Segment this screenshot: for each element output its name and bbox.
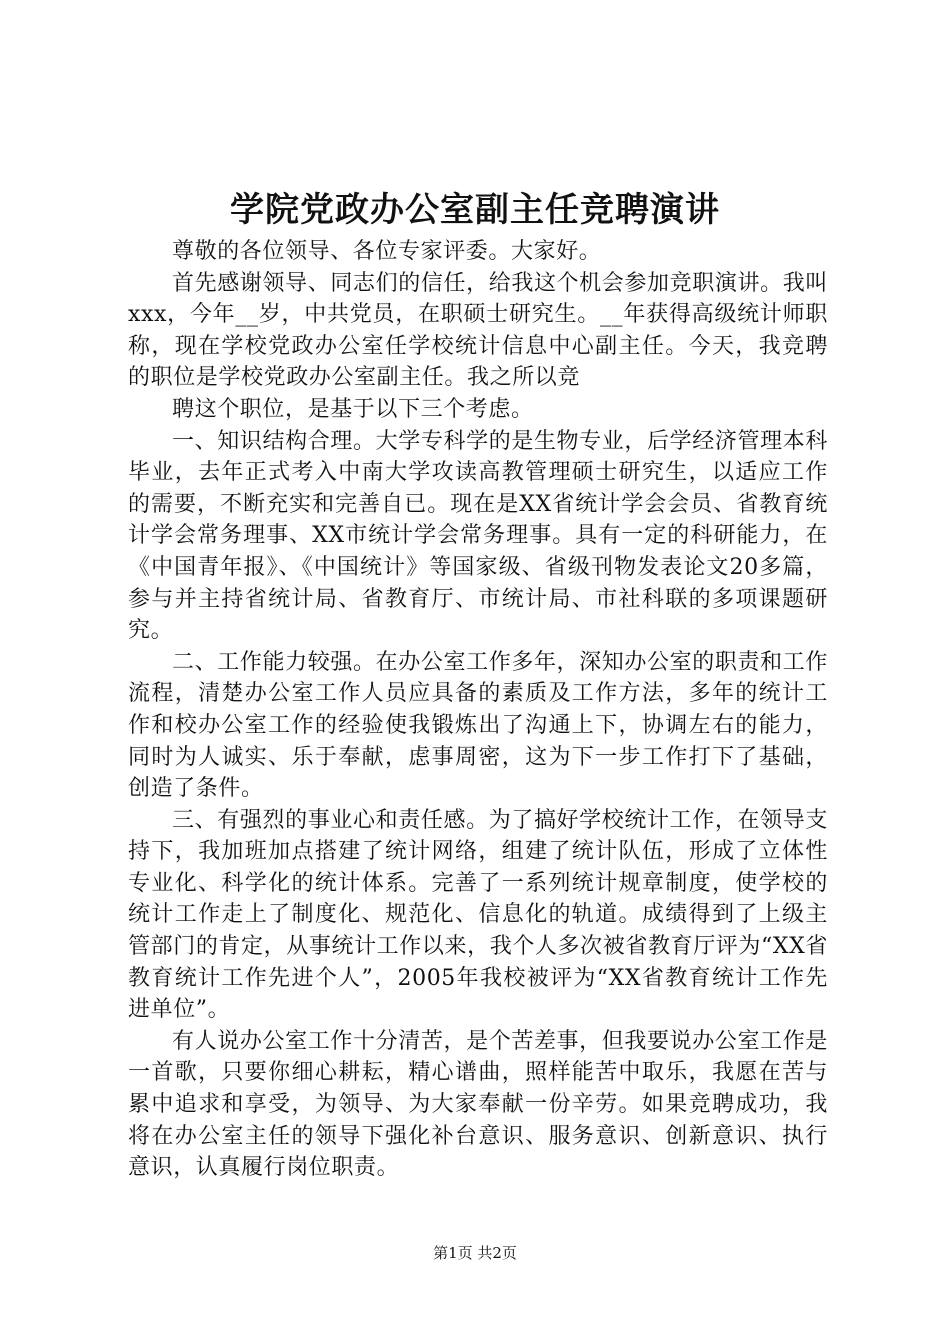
paragraph-reason-knowledge: 一、知识结构合理。大学专科学的是生物专业，后学经济管理本科毕业，去年正式考入中南大学攻读高教管理硕士研究生，以适应工作的需要，不断充实和完善自已。现在是XX省统计学会会员、省教育统计学会常务理事、XX市统计学会常务理事。具有一定的科研能力，在《中国青年报》、《中国统计》等国家级、省级刊物发表论文20多篇，参与并主持省统计局、省教育厅、市统计局、市社科联的多项课题研究。 — [128, 428, 828, 644]
paragraph-reason-ability: 二、工作能力较强。在办公室工作多年，深知办公室的职责和工作流程，清楚办公室工作人员应具备的素质及工作方法，多年的统计工作和校办公室工作的经验使我锻炼出了沟通上下，协调左右的能力，同时为人诚实、乐于奉献，虑事周密，这为下一步工作打下了基础，创造了条件。 — [128, 649, 828, 802]
page-footer: 第1页 共2页 — [433, 1244, 517, 1262]
document-title: 学院党政办公室副主任竞聘演讲 — [230, 190, 720, 230]
paragraph-greeting: 尊敬的各位领导、各位专家评委。大家好。 — [172, 239, 602, 264]
paragraph-reasons-intro: 聘这个职位，是基于以下三个考虑。 — [172, 396, 534, 422]
paragraph-introduction: 首先感谢领导、同志们的信任，给我这个机会参加竞职演讲。我叫xxx，今年__岁，中共党员，在职硕士研究生。__年获得高级统计师职称，现在学校党政办公室任学校统计信息中心副主任。今天，我竞聘的职位是学校党政办公室副主任。我之所以竞 — [128, 270, 828, 391]
paragraph-closing: 有人说办公室工作十分清苦，是个苦差事，但我要说办公室工作是一首歌，只要你细心耕耘，精心谱曲，照样能苦中取乐，我愿在苦与累中追求和享受，为领导、为大家奉献一份辛劳。如果竞聘成功，我将在办公室主任的领导下强化补台意识、服务意识、创新意识、执行意识，认真履行岗位职责。 — [128, 1028, 828, 1181]
paragraph-reason-responsibility: 三、有强烈的事业心和责任感。为了搞好学校统计工作，在领导支持下，我加班加点搭建了统计网络，组建了统计队伍，形成了立体性专业化、科学化的统计体系。完善了一系列统计规章制度，使学校的统计工作走上了制度化、规范化、信息化的轨道。成绩得到了上级主管部门的肯定，从事统计工作以来，我个人多次被省教育厅评为“XX省教育统计工作先进个人”，2005年我校被评为“XX省教育统计工作先进单位”。 — [128, 807, 828, 1023]
document-body — [128, 236, 828, 1184]
